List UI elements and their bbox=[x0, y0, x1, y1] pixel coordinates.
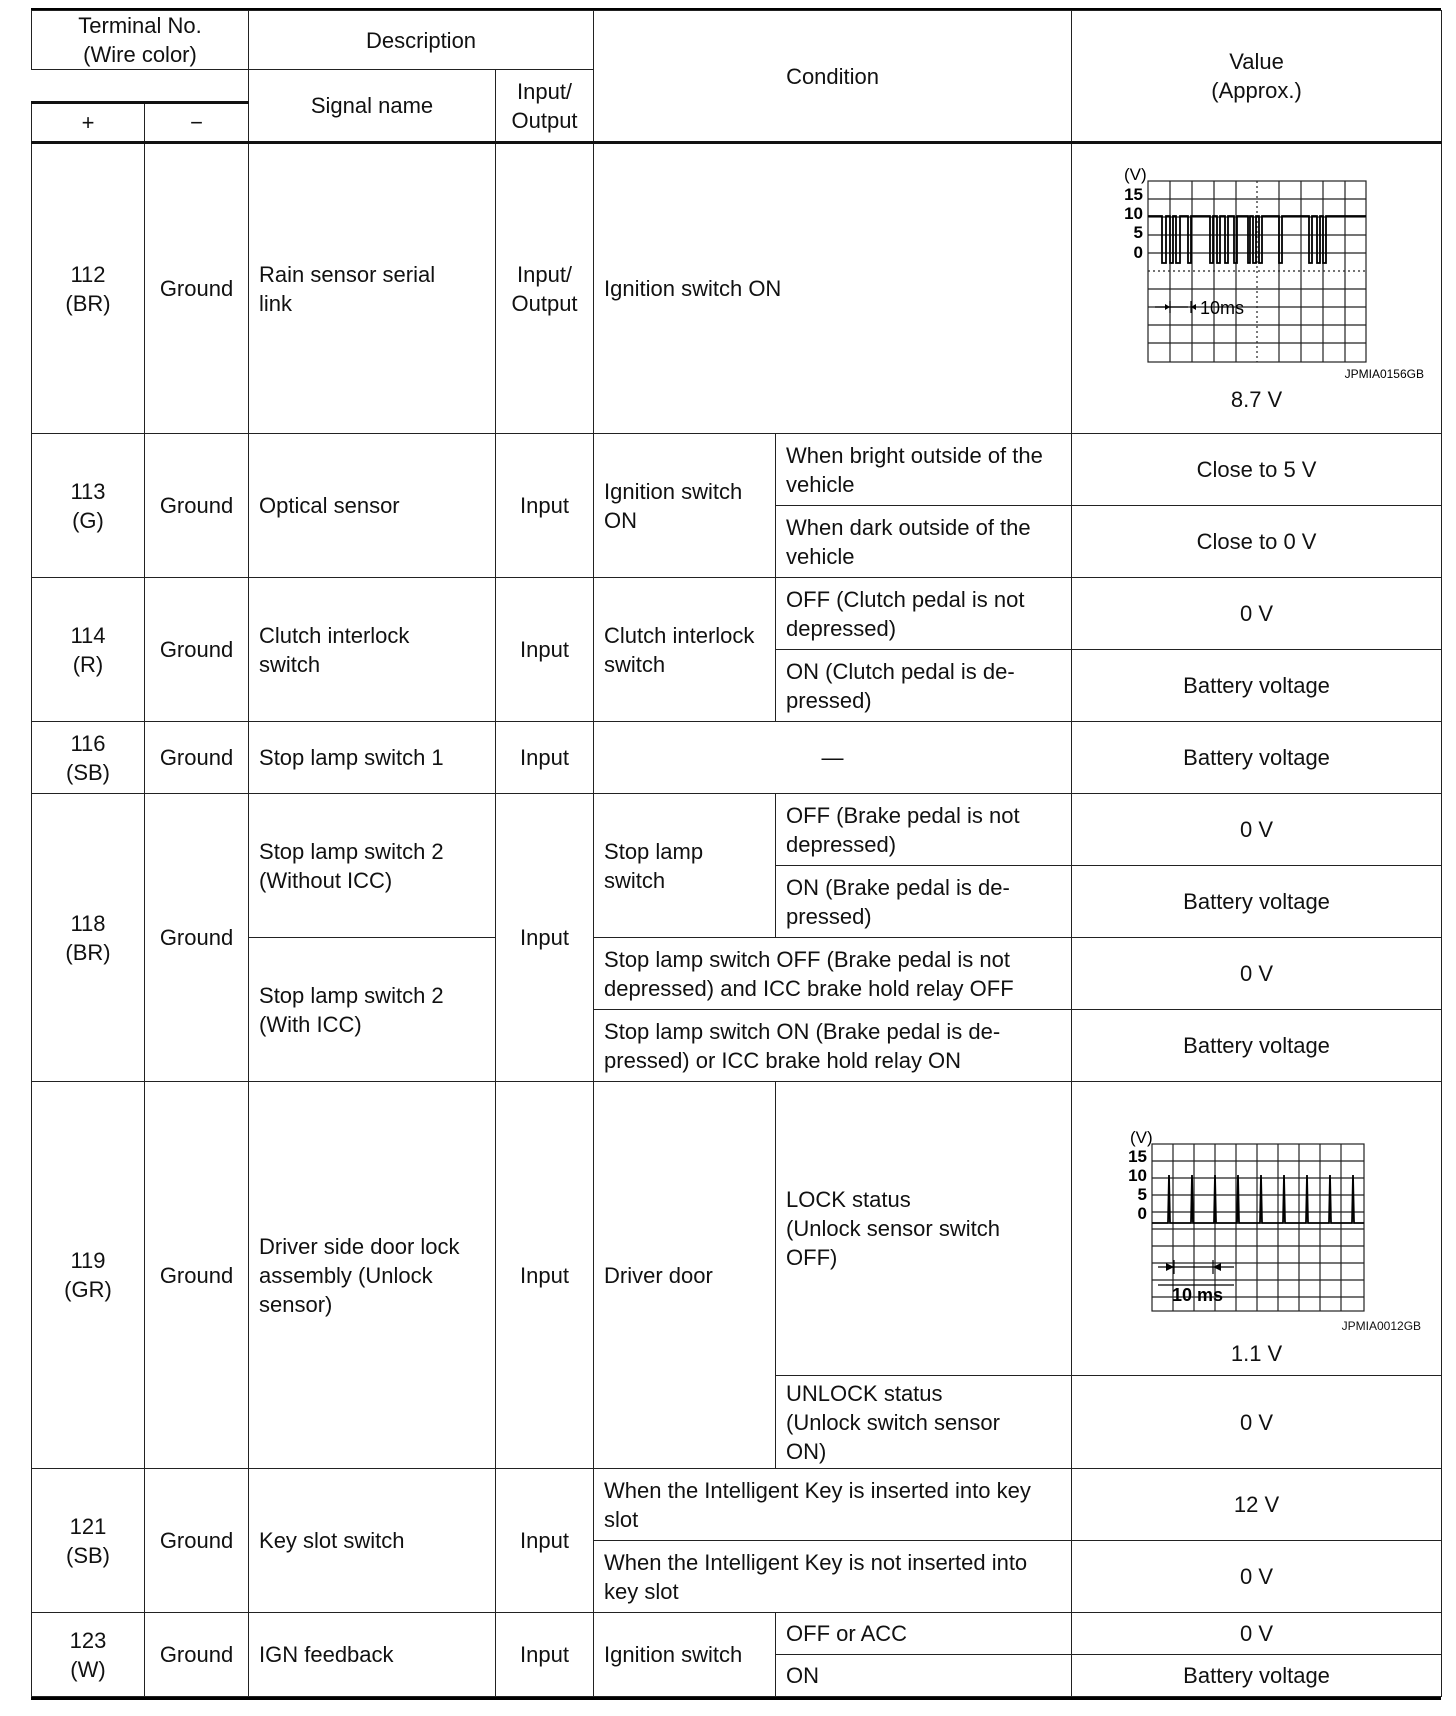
table-row bbox=[32, 722, 1442, 794]
io-text: Output bbox=[511, 290, 578, 316]
ground-cell: Ground bbox=[145, 434, 249, 578]
io-cell bbox=[496, 143, 594, 434]
wire-color: (SB) bbox=[66, 1542, 110, 1568]
condition-cell: Ignition switch ON bbox=[594, 143, 1072, 434]
scope-labels bbox=[1124, 165, 1147, 262]
sub-condition-cell bbox=[776, 1376, 1072, 1469]
scope-tick: 5 bbox=[1137, 1185, 1148, 1204]
terminal-number: 114 bbox=[70, 622, 106, 648]
condition-cell bbox=[594, 1469, 1072, 1541]
wire-color: (W) bbox=[70, 1656, 106, 1682]
scope-unit: (V) bbox=[1124, 164, 1147, 184]
scope-labels bbox=[1128, 1128, 1153, 1223]
sub-condition-text: vehicle bbox=[786, 543, 855, 569]
scope-tick: 0 bbox=[1137, 1204, 1148, 1223]
value-cell bbox=[1072, 143, 1442, 434]
signal-text: Rain sensor serial bbox=[259, 261, 436, 287]
ground-cell: Ground bbox=[145, 1082, 249, 1469]
condition-text: pressed) or ICC brake hold relay ON bbox=[604, 1047, 962, 1073]
signal-text: link bbox=[259, 290, 293, 316]
minus-header: − bbox=[145, 103, 249, 143]
terminal-number: 123 bbox=[69, 1627, 107, 1653]
io-cell: Input bbox=[496, 794, 594, 1082]
condition-text: switch bbox=[604, 867, 666, 893]
io-cell: Input bbox=[496, 722, 594, 794]
signal-cell: Key slot switch bbox=[249, 1469, 496, 1613]
table-row bbox=[32, 1613, 1442, 1655]
header-text: (Approx.) bbox=[1211, 78, 1302, 103]
signal-cell bbox=[249, 938, 496, 1082]
terminal-table bbox=[31, 10, 1442, 1697]
value-cell: Battery voltage bbox=[1072, 1655, 1442, 1697]
signal-cell bbox=[249, 1082, 496, 1469]
terminal-cell bbox=[32, 1613, 145, 1697]
io-cell: Input bbox=[496, 1082, 594, 1469]
header-text: Value bbox=[1229, 49, 1284, 74]
sub-condition-cell bbox=[776, 506, 1072, 578]
ground-cell: Ground bbox=[145, 1613, 249, 1697]
ground-cell: Ground bbox=[145, 794, 249, 1082]
signal-text: Stop lamp switch 2 bbox=[259, 838, 444, 864]
sub-condition-cell bbox=[776, 1082, 1072, 1376]
terminal-cell bbox=[32, 1082, 145, 1469]
sub-condition-text: LOCK status bbox=[786, 1187, 911, 1212]
sub-condition-text: (Unlock sensor switch bbox=[786, 1216, 1000, 1241]
sub-condition-text: When dark outside of the bbox=[786, 514, 1031, 540]
sub-condition-text: OFF (Clutch pedal is not bbox=[786, 586, 1025, 612]
header-text: Input/ bbox=[517, 78, 573, 104]
ground-cell: Ground bbox=[145, 143, 249, 434]
figure-code: JPMIA0156GB bbox=[1344, 366, 1425, 379]
signal-cell bbox=[249, 578, 496, 722]
ground-cell: Ground bbox=[145, 722, 249, 794]
scope-time-label: 10 ms bbox=[1172, 1285, 1224, 1305]
sub-condition-text: ON (Brake pedal is de- bbox=[786, 874, 1010, 900]
scope-time-marker bbox=[1158, 1260, 1234, 1285]
signal-name-header: Signal name bbox=[249, 70, 496, 143]
value-cell: 0 V bbox=[1072, 578, 1442, 650]
sub-condition-cell bbox=[776, 794, 1072, 866]
value-cell: Close to 5 V bbox=[1072, 434, 1442, 506]
condition-cell bbox=[594, 794, 776, 938]
terminal-number: 112 bbox=[70, 261, 106, 287]
wire-color: (G) bbox=[72, 507, 104, 533]
value-cell: Battery voltage bbox=[1072, 650, 1442, 722]
header-text: Terminal No. bbox=[78, 13, 202, 38]
value-cell: 0 V bbox=[1072, 1613, 1442, 1655]
scope-tick: 5 bbox=[1133, 222, 1144, 242]
condition-header: Condition bbox=[594, 11, 1072, 143]
scope-tick: 0 bbox=[1133, 242, 1144, 262]
signal-cell: Optical sensor bbox=[249, 434, 496, 578]
signal-cell bbox=[249, 143, 496, 434]
scope-trace bbox=[1152, 1175, 1364, 1223]
condition-cell: Ignition switch bbox=[594, 1613, 776, 1697]
terminal-number: 118 bbox=[70, 910, 106, 936]
terminal-number: 119 bbox=[70, 1248, 106, 1273]
terminal-cell bbox=[32, 794, 145, 1082]
sub-condition-text: When bright outside of the bbox=[786, 442, 1043, 468]
input-output-header bbox=[496, 70, 594, 143]
condition-cell: Driver door bbox=[594, 1082, 776, 1469]
sub-condition-text: ON (Clutch pedal is de- bbox=[786, 658, 1015, 684]
condition-cell bbox=[594, 434, 776, 578]
scope-time-label: 10ms bbox=[1200, 297, 1245, 318]
condition-cell bbox=[594, 578, 776, 722]
value-cell: Battery voltage bbox=[1072, 1010, 1442, 1082]
signal-cell: IGN feedback bbox=[249, 1613, 496, 1697]
value-text: 1.1 V bbox=[1230, 1341, 1283, 1366]
sub-condition-text: OFF) bbox=[786, 1245, 838, 1270]
terminal-number: 113 bbox=[70, 478, 106, 504]
io-text: Input/ bbox=[517, 261, 573, 287]
condition-text: slot bbox=[604, 1506, 639, 1532]
sub-condition-text: vehicle bbox=[786, 471, 855, 497]
sub-condition-text: UNLOCK status bbox=[786, 1380, 943, 1406]
sub-condition-text: pressed) bbox=[786, 903, 872, 929]
sub-condition-text: pressed) bbox=[786, 687, 872, 713]
condition-text: When the Intelligent Key is inserted into key bbox=[604, 1477, 1031, 1503]
terminal-cell bbox=[32, 434, 145, 578]
terminal-cell bbox=[32, 578, 145, 722]
value-cell: 0 V bbox=[1072, 1376, 1442, 1469]
io-cell: Input bbox=[496, 1469, 594, 1613]
io-cell: Input bbox=[496, 434, 594, 578]
sub-condition-text: depressed) bbox=[786, 615, 897, 641]
table-row bbox=[32, 794, 1442, 866]
scope-tick: 10 bbox=[1124, 203, 1144, 223]
sub-condition-cell bbox=[776, 866, 1072, 938]
signal-text: (Without ICC) bbox=[259, 867, 393, 893]
table-row bbox=[32, 143, 1442, 434]
terminal-number: 116 bbox=[70, 730, 106, 756]
sub-condition-cell: OFF or ACC bbox=[776, 1613, 1072, 1655]
condition-cell: — bbox=[594, 722, 1072, 794]
condition-text: depressed) and ICC brake hold relay OFF bbox=[604, 975, 1014, 1001]
value-cell: 0 V bbox=[1072, 1541, 1442, 1613]
table-row bbox=[32, 434, 1442, 506]
ground-cell: Ground bbox=[145, 578, 249, 722]
signal-text: assembly (Unlock bbox=[259, 1262, 433, 1288]
value-cell: 12 V bbox=[1072, 1469, 1442, 1541]
signal-text: (With ICC) bbox=[259, 1011, 362, 1037]
wire-color: (BR) bbox=[65, 939, 111, 965]
condition-text: switch bbox=[604, 651, 666, 677]
value-cell bbox=[1072, 1082, 1442, 1376]
value-cell: Battery voltage bbox=[1072, 866, 1442, 938]
sub-condition-text: (Unlock switch sensor bbox=[786, 1409, 1000, 1435]
sub-condition-text: depressed) bbox=[786, 831, 897, 857]
value-header bbox=[1072, 11, 1442, 143]
sub-condition-cell: ON bbox=[776, 1655, 1072, 1697]
sub-condition-text: ON) bbox=[786, 1438, 827, 1464]
wire-color: (SB) bbox=[66, 759, 110, 785]
condition-cell bbox=[594, 1010, 1072, 1082]
table-row bbox=[32, 1469, 1442, 1541]
condition-text: When the Intelligent Key is not inserted into bbox=[604, 1549, 1028, 1575]
header-text: Output bbox=[511, 107, 578, 133]
plus-header: + bbox=[32, 103, 145, 143]
terminal-no-header bbox=[32, 11, 249, 70]
wire-color: (R) bbox=[72, 651, 104, 677]
scope-grid bbox=[1148, 181, 1366, 362]
scope-tick: 15 bbox=[1128, 1147, 1148, 1166]
wire-color: (BR) bbox=[65, 290, 111, 316]
header-row-1 bbox=[32, 11, 1442, 70]
terminal-header-spacer bbox=[32, 70, 249, 103]
condition-text: Clutch interlock bbox=[604, 622, 755, 648]
scope-unit: (V) bbox=[1130, 1128, 1153, 1147]
terminal-cell bbox=[32, 722, 145, 794]
value-cell: 0 V bbox=[1072, 938, 1442, 1010]
table-row bbox=[32, 578, 1442, 650]
condition-text: Stop lamp switch ON (Brake pedal is de- bbox=[604, 1018, 1001, 1044]
value-cell: Close to 0 V bbox=[1072, 506, 1442, 578]
signal-text: Stop lamp switch 2 bbox=[259, 982, 444, 1008]
condition-cell bbox=[594, 938, 1072, 1010]
header-text: (Wire color) bbox=[83, 42, 197, 67]
figure-code: JPMIA0012GB bbox=[1341, 1319, 1422, 1333]
value-cell: Battery voltage bbox=[1072, 722, 1442, 794]
terminal-cell bbox=[32, 143, 145, 434]
io-cell: Input bbox=[496, 1613, 594, 1697]
description-header: Description bbox=[249, 11, 594, 70]
bottom-rule bbox=[31, 1697, 1441, 1700]
sub-condition-cell bbox=[776, 650, 1072, 722]
scope-tick: 10 bbox=[1128, 1166, 1148, 1185]
condition-text: key slot bbox=[604, 1578, 679, 1604]
condition-text: Stop lamp switch OFF (Brake pedal is not bbox=[604, 946, 1010, 972]
table-row bbox=[32, 1082, 1442, 1376]
condition-text: Stop lamp bbox=[604, 838, 704, 864]
value-text: 8.7 V bbox=[1230, 386, 1283, 412]
signal-text: Clutch interlock bbox=[259, 622, 410, 648]
ground-cell: Ground bbox=[145, 1469, 249, 1613]
wire-color: (GR) bbox=[64, 1277, 112, 1302]
terminal-cell bbox=[32, 1469, 145, 1613]
io-cell: Input bbox=[496, 578, 594, 722]
condition-text: ON bbox=[604, 507, 638, 533]
sub-condition-text: OFF (Brake pedal is not bbox=[786, 802, 1020, 828]
condition-text: Ignition switch bbox=[604, 478, 743, 504]
sub-condition-cell bbox=[776, 434, 1072, 506]
oscilloscope-waveform-unlock-sensor bbox=[1072, 1089, 1442, 1319]
sub-condition-cell bbox=[776, 578, 1072, 650]
signal-text: sensor) bbox=[259, 1291, 333, 1317]
signal-text: switch bbox=[259, 651, 321, 677]
terminal-number: 121 bbox=[69, 1513, 107, 1539]
scope-tick: 15 bbox=[1124, 184, 1144, 204]
signal-cell bbox=[249, 794, 496, 938]
signal-cell: Stop lamp switch 1 bbox=[249, 722, 496, 794]
oscilloscope-waveform-rain-sensor bbox=[1072, 164, 1442, 379]
scope-trace bbox=[1148, 216, 1366, 263]
signal-text: Driver side door lock bbox=[259, 1233, 460, 1259]
value-cell: 0 V bbox=[1072, 794, 1442, 866]
condition-cell bbox=[594, 1541, 1072, 1613]
